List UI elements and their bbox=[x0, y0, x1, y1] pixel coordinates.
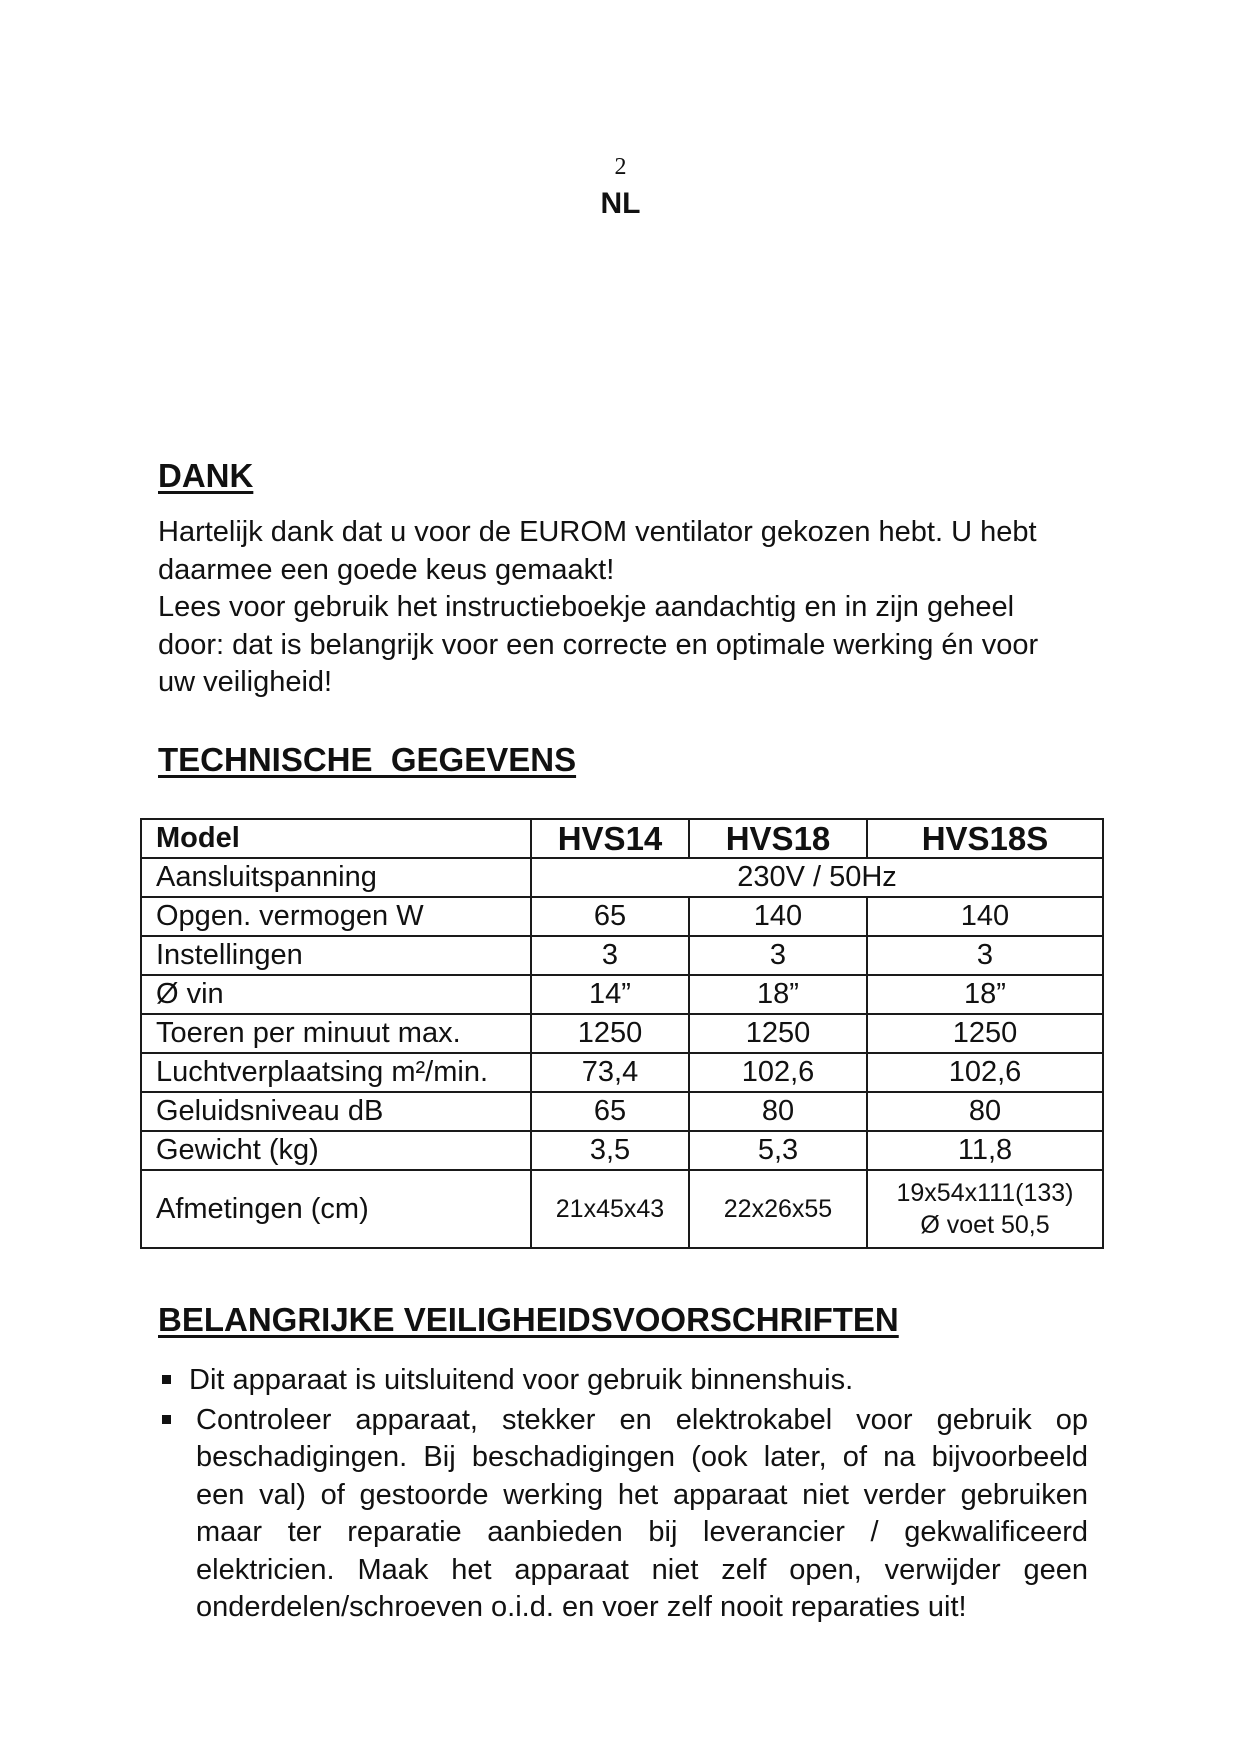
model-header: Model bbox=[141, 819, 531, 858]
cell-value: 21x45x43 bbox=[531, 1170, 689, 1248]
table-row bbox=[141, 1092, 1103, 1131]
safety-list bbox=[158, 1362, 1088, 1629]
dimensions-base: Ø voet 50,5 bbox=[920, 1211, 1050, 1239]
page-number: 2 bbox=[614, 154, 627, 180]
table-row bbox=[141, 1014, 1103, 1053]
table-header-row bbox=[141, 819, 1103, 858]
thanks-paragraph bbox=[158, 514, 1098, 702]
thanks-line: door: dat is belangrijk voor een correcte en optimale werking én voor bbox=[158, 628, 1039, 661]
cell-value: 65 bbox=[531, 1092, 689, 1131]
cell-value: 102,6 bbox=[867, 1053, 1103, 1092]
dimensions-main: 19x54x111(133) bbox=[896, 1179, 1074, 1207]
item-text: Dit apparaat is uitsluitend voor gebruik binnenshuis. bbox=[189, 1364, 854, 1396]
table-row bbox=[141, 975, 1103, 1014]
thanks-line: Hartelijk dank dat u voor de EUROM ventilator gekozen hebt. U hebt bbox=[158, 516, 1037, 548]
item-line: Controleer apparaat, stekker en elektrokabel voor gebruik op bbox=[196, 1403, 1088, 1436]
thanks-line: daarmee een goede keus gemaakt! bbox=[158, 553, 615, 586]
list-item bbox=[158, 1362, 1088, 1400]
safety-heading: BELANGRIJKE VEILIGHEIDSVOORSCHRIFTEN bbox=[158, 1301, 899, 1338]
square-bullet-icon bbox=[162, 1415, 171, 1424]
row-label: Luchtverplaatsing m²/min. bbox=[141, 1053, 531, 1092]
cell-value: 18” bbox=[867, 975, 1103, 1014]
dimensions-hvs18s bbox=[867, 1170, 1103, 1248]
cell-value: 1250 bbox=[867, 1014, 1103, 1053]
square-bullet-icon bbox=[162, 1375, 171, 1384]
table-row bbox=[141, 1170, 1103, 1248]
cell-value: 65 bbox=[531, 897, 689, 936]
model-hvs18s: HVS18S bbox=[867, 819, 1103, 858]
language-code: NL bbox=[600, 187, 641, 220]
table-row bbox=[141, 1131, 1103, 1170]
table-row bbox=[141, 1053, 1103, 1092]
cell-value: 140 bbox=[867, 897, 1103, 936]
cell-value: 140 bbox=[689, 897, 867, 936]
cell-value: 18” bbox=[689, 975, 867, 1014]
list-item bbox=[158, 1402, 1088, 1627]
table-row bbox=[141, 897, 1103, 936]
cell-value: 1250 bbox=[689, 1014, 867, 1053]
cell-value: 3,5 bbox=[531, 1131, 689, 1170]
cell-value: 3 bbox=[531, 936, 689, 975]
cell-value: 11,8 bbox=[867, 1131, 1103, 1170]
row-label: Toeren per minuut max. bbox=[141, 1014, 531, 1053]
voltage-value: 230V / 50Hz bbox=[531, 858, 1103, 897]
row-label: Afmetingen (cm) bbox=[141, 1170, 531, 1248]
item-line: onderdelen/schroeven o.i.d. en voer zelf nooit reparaties uit! bbox=[196, 1591, 967, 1623]
item-line: beschadigingen. Bij beschadigingen (ook later, of na bijvoorbeeld bbox=[196, 1441, 1088, 1473]
cell-value: 3 bbox=[689, 936, 867, 975]
row-label: Opgen. vermogen W bbox=[141, 897, 531, 936]
item-line: maar ter reparatie aanbieden bij leverancier / gekwalificeerd bbox=[196, 1516, 1088, 1548]
row-label: Ø vin bbox=[141, 975, 531, 1014]
row-label: Instellingen bbox=[141, 936, 531, 975]
cell-value: 102,6 bbox=[689, 1053, 867, 1092]
cell-value: 22x26x55 bbox=[689, 1170, 867, 1248]
table-row bbox=[141, 936, 1103, 975]
item-line: elektricien. Maak het apparaat niet zelf open, verwijder geen bbox=[196, 1553, 1088, 1586]
thanks-line: Lees voor gebruik het instructieboekje aandachtig en in zijn geheel bbox=[158, 591, 1015, 623]
model-hvs18: HVS18 bbox=[689, 819, 867, 858]
cell-value: 80 bbox=[689, 1092, 867, 1131]
cell-value: 14” bbox=[531, 975, 689, 1014]
cell-value: 5,3 bbox=[689, 1131, 867, 1170]
item-line: een val) of gestoorde werking het apparaat niet verder gebruiken bbox=[196, 1478, 1088, 1511]
thanks-heading: DANK bbox=[158, 457, 254, 494]
specs-heading: TECHNISCHE GEGEVENS bbox=[158, 741, 577, 778]
row-label: Aansluitspanning bbox=[141, 858, 531, 897]
cell-value: 3 bbox=[867, 936, 1103, 975]
model-hvs14: HVS14 bbox=[531, 819, 689, 858]
cell-value: 80 bbox=[867, 1092, 1103, 1131]
row-label: Gewicht (kg) bbox=[141, 1131, 531, 1170]
specs-table bbox=[140, 818, 1104, 1249]
table-row bbox=[141, 858, 1103, 897]
cell-value: 1250 bbox=[531, 1014, 689, 1053]
thanks-line: uw veiligheid! bbox=[158, 666, 333, 698]
cell-value: 73,4 bbox=[531, 1053, 689, 1092]
row-label: Geluidsniveau dB bbox=[141, 1092, 531, 1131]
